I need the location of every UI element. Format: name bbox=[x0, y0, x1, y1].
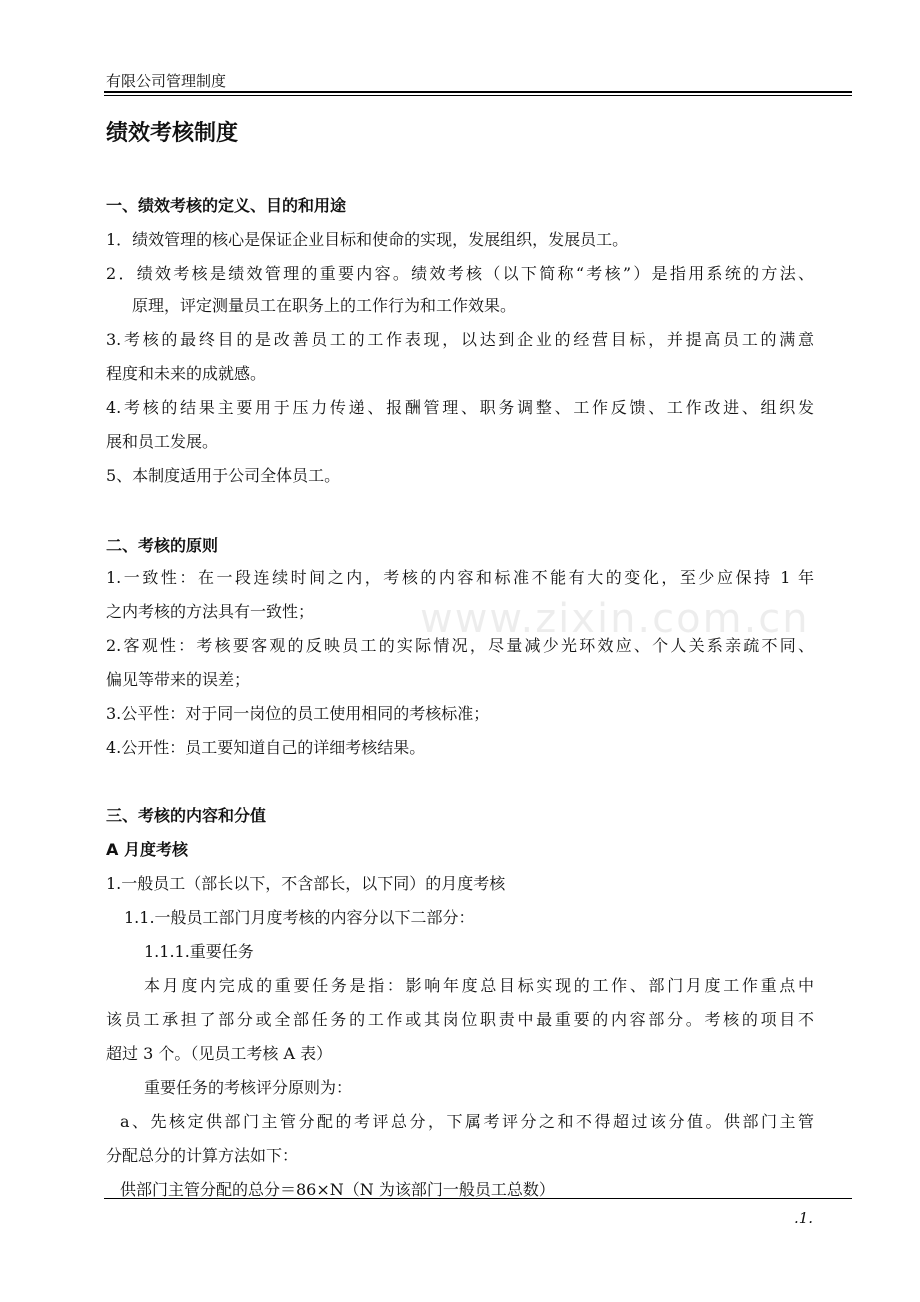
paragraph-line: 超过 3 个。（见员工考核 A 表） bbox=[106, 1044, 333, 1063]
paragraph-line: 4.公开性：员工要知道自己的详细考核结果。 bbox=[106, 738, 426, 757]
paragraph-line: 分配总分的计算方法如下： bbox=[106, 1146, 299, 1165]
paragraph-line: 供部门主管分配的总分＝86×N（N 为该部门一般员工总数） bbox=[120, 1180, 555, 1199]
section-heading-1: 一、绩效考核的定义、目的和用途 bbox=[106, 196, 347, 215]
paragraph-line: 重要任务的考核评分原则为： bbox=[144, 1078, 353, 1097]
paragraph-line: 原理，评定测量员工在职务上的工作行为和工作效果。 bbox=[132, 296, 517, 315]
paragraph-line: 4.考核的结果主要用于压力传递、报酬管理、职务调整、工作反馈、工作改进、组织发 bbox=[106, 398, 814, 417]
paragraph-line: 1.一般员工（部长以下，不含部长，以下同）的月度考核 bbox=[106, 874, 506, 893]
footer-divider bbox=[104, 1198, 852, 1199]
paragraph-line: 2．绩效考核是绩效管理的重要内容。绩效考核（以下简称“考核”）是指用系统的方法、 bbox=[106, 264, 814, 283]
paragraph-line: a、先核定供部门主管分配的考评总分，下属考评分之和不得超过该分值。供部门主管 bbox=[120, 1112, 814, 1131]
page-number: .1. bbox=[794, 1209, 814, 1227]
paragraph-line: 该员工承担了部分或全部任务的工作或其岗位职责中最重要的内容部分。考核的项目不 bbox=[106, 1010, 814, 1029]
section-heading-3: 三、考核的内容和分值 bbox=[106, 806, 267, 825]
paragraph-line: 1.1.1.重要任务 bbox=[144, 942, 254, 961]
paragraph-line: 程度和未来的成就感。 bbox=[106, 364, 267, 383]
paragraph-line: 3.公平性：对于同一岗位的员工使用相同的考核标准； bbox=[106, 704, 490, 723]
header-divider bbox=[104, 91, 852, 96]
paragraph-line: 偏见等带来的误差； bbox=[106, 670, 251, 689]
paragraph-line: 5、本制度适用于公司全体员工。 bbox=[106, 466, 341, 485]
paragraph-line: 2.客观性：考核要客观的反映员工的实际情况，尽量减少光环效应、个人关系亲疏不同、 bbox=[106, 636, 814, 655]
paragraph-line: 本月度内完成的重要任务是指：影响年度总目标实现的工作、部门月度工作重点中 bbox=[144, 976, 814, 995]
paragraph-line: 1．绩效管理的核心是保证企业目标和使命的实现，发展组织，发展员工。 bbox=[106, 230, 629, 249]
paragraph-line: 1.一致性：在一段连续时间之内，考核的内容和标准不能有大的变化，至少应保持 1 年 bbox=[106, 568, 814, 587]
document-header: 有限公司管理制度 bbox=[106, 72, 227, 90]
paragraph-line: 展和员工发展。 bbox=[106, 432, 219, 451]
paragraph-line: 之内考核的方法具有一致性； bbox=[106, 602, 315, 621]
page-title: 绩效考核制度 bbox=[106, 121, 239, 146]
watermark: www.zixin.com.cn bbox=[420, 596, 810, 642]
paragraph-line: 3.考核的最终目的是改善员工的工作表现，以达到企业的经营目标，并提高员工的满意 bbox=[106, 330, 814, 349]
subsection-heading: A 月度考核 bbox=[106, 840, 188, 859]
paragraph-line: 1.1.一般员工部门月度考核的内容分以下二部分： bbox=[124, 908, 475, 927]
section-heading-2: 二、考核的原则 bbox=[106, 536, 219, 555]
